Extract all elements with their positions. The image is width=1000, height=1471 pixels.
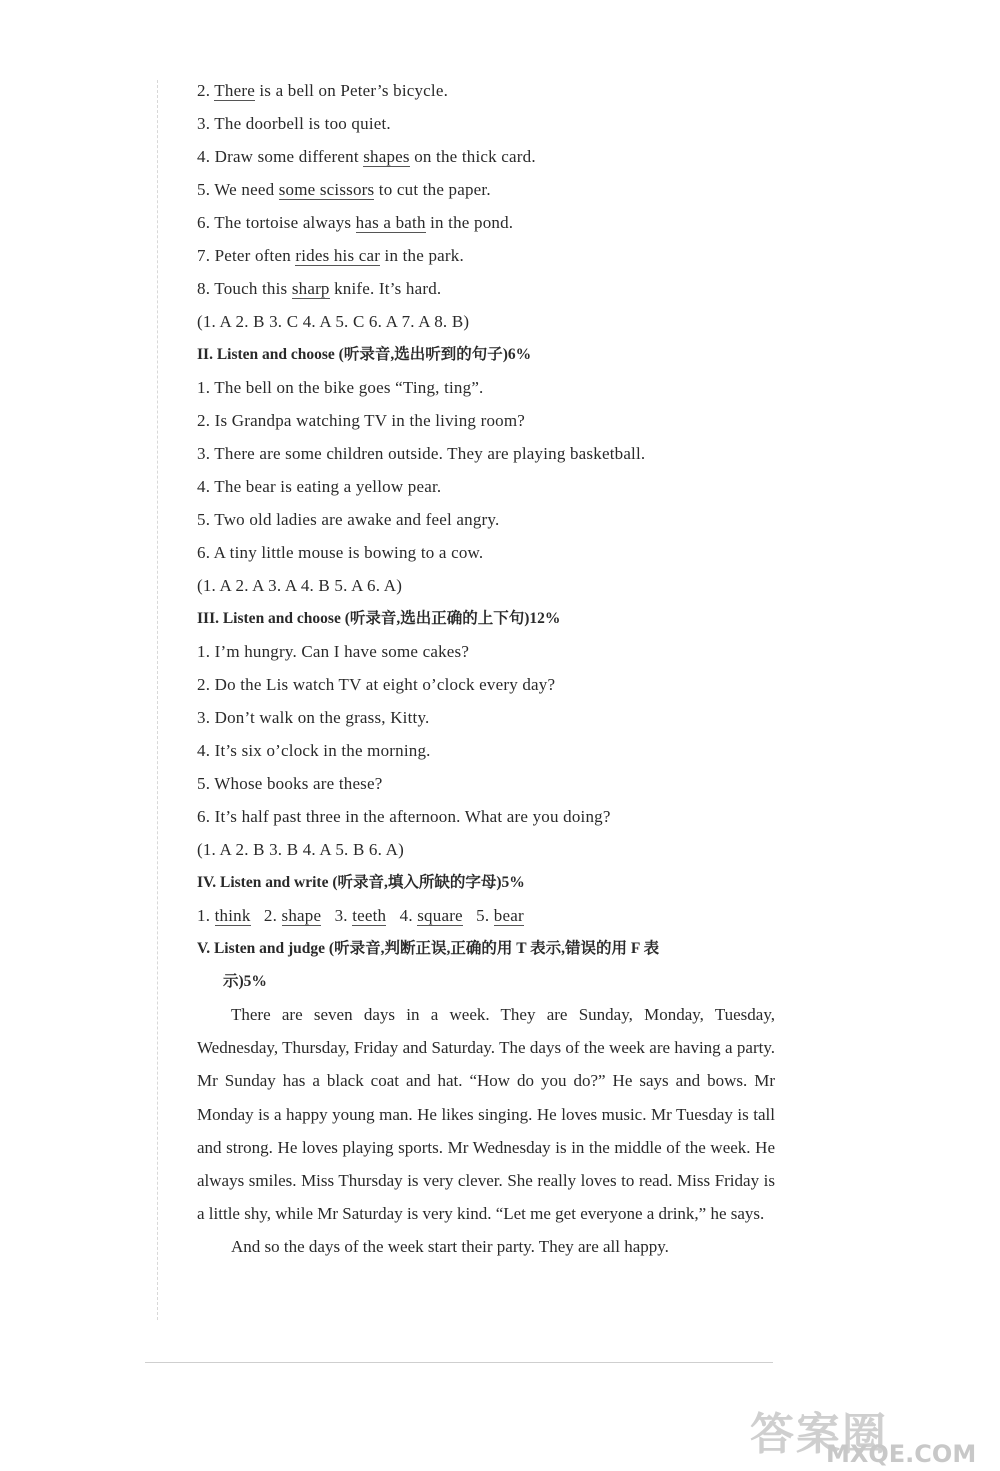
answer-word: teeth (352, 906, 387, 925)
line-text: is a bell on Peter’s bicycle. (254, 81, 449, 100)
underlined-answer: rides his car (295, 246, 381, 265)
section2-line: 5. Two old ladies are awake and feel angry. (197, 510, 500, 529)
line-text: 8. Touch this (197, 279, 292, 298)
answer-word: bear (493, 906, 524, 925)
section5-heading-line2: 示)5% (223, 973, 267, 990)
section3-line: 3. Don’t walk on the grass, Kitty. (197, 708, 430, 727)
line-text: knife. It’s hard. (329, 279, 442, 298)
section1-line (197, 74, 777, 107)
section2-answers: (1. A 2. A 3. A 4. B 5. A 6. A) (197, 576, 403, 595)
section1-line (197, 206, 777, 239)
answer-word: shape (281, 906, 322, 925)
line-text: on the thick card. (409, 147, 536, 166)
section2-line: 3. There are some children outside. They are playing basketball. (197, 444, 646, 463)
site-watermark (738, 1398, 978, 1466)
line-text: 5. We need (197, 180, 279, 199)
line-text: in the park. (380, 246, 464, 265)
section3-line: 2. Do the Lis watch TV at eight o’clock every day? (197, 675, 556, 694)
line-text: 7. Peter often (197, 246, 296, 265)
passage-paragraph-1: There are seven days in a week. They are Sunday, Monday, Tuesday, Wednesday, Thursday, Friday and Saturday. The days of the week are having a party. Mr Sunday has a black coat and hat. “How do you do?” He says and bows. Mr Monday is a happy young man. He likes singing. He loves music. Mr Tuesday is tall and strong. He loves playing sports. Mr Wednesday is in the middle of the week. He always smiles. Miss Thursday is very clever. She really loves to read. Miss Friday is a little shy, while Mr Saturday is very kind. “Let me get everyone a drink,” he says. (197, 1005, 775, 1224)
section3-line: 4. It’s six o’clock in the morning. (197, 741, 431, 760)
watermark-url: MXQE.COM (826, 1440, 977, 1468)
watermark-logo: 答案圈 (750, 1409, 888, 1460)
section1-lines (197, 74, 777, 305)
section1-line (197, 107, 777, 140)
bottom-rule (145, 1362, 773, 1363)
answer-word: square (417, 906, 463, 925)
underlined-answer: shapes (363, 147, 410, 166)
item-number: 1. (197, 906, 215, 925)
line-text: 6. The tortoise always (197, 213, 356, 232)
item-number: 3. (334, 906, 353, 925)
answer-word: think (214, 906, 251, 925)
section2-heading: II. Listen and choose (听录音,选出听到的句子)6% (197, 346, 532, 363)
line-text: 2. (197, 81, 215, 100)
line-text: 4. Draw some different (197, 147, 364, 166)
underlined-answer: has a bath (355, 213, 426, 232)
line-text: in the pond. (425, 213, 514, 232)
line-text: 3. The doorbell is too quiet. (197, 114, 391, 133)
line-text: to cut the paper. (374, 180, 491, 199)
item-number: 5. (476, 906, 494, 925)
section5-heading-line1: V. Listen and judge (听录音,判断正误,正确的用 T 表示,错误的用 F 表 (197, 940, 660, 957)
passage-paragraph-2: And so the days of the week start their party. They are all happy. (231, 1237, 669, 1257)
section1-line (197, 140, 777, 173)
section3-line: 1. I’m hungry. Can I have some cakes? (197, 642, 470, 661)
section4-answers (197, 899, 777, 932)
section1-line (197, 173, 777, 206)
section1-answers: (1. A 2. B 3. C 4. A 5. C 6. A 7. A 8. B) (197, 312, 470, 331)
section2-line: 4. The bear is eating a yellow pear. (197, 477, 442, 496)
section2-line: 1. The bell on the bike goes “Ting, ting”. (197, 378, 484, 397)
answer-page (197, 74, 777, 1264)
section3-heading: III. Listen and choose (听录音,选出正确的上下句)12% (197, 610, 561, 627)
section3-line: 5. Whose books are these? (197, 774, 383, 793)
item-number: 4. (399, 906, 418, 925)
section3-line: 6. It’s half past three in the afternoon. What are you doing? (197, 807, 611, 826)
underlined-answer: sharp (291, 279, 330, 298)
page-margin-line (157, 80, 158, 1320)
underlined-answer: some scissors (278, 180, 375, 199)
section1-line (197, 272, 777, 305)
section3-answers: (1. A 2. B 3. B 4. A 5. B 6. A) (197, 840, 404, 859)
underlined-answer: There (214, 81, 255, 100)
section2-line: 2. Is Grandpa watching TV in the living room? (197, 411, 526, 430)
section1-line (197, 239, 777, 272)
section2-line: 6. A tiny little mouse is bowing to a cow. (197, 543, 484, 562)
item-number: 2. (263, 906, 282, 925)
section4-heading: IV. Listen and write (听录音,填入所缺的字母)5% (197, 874, 525, 891)
